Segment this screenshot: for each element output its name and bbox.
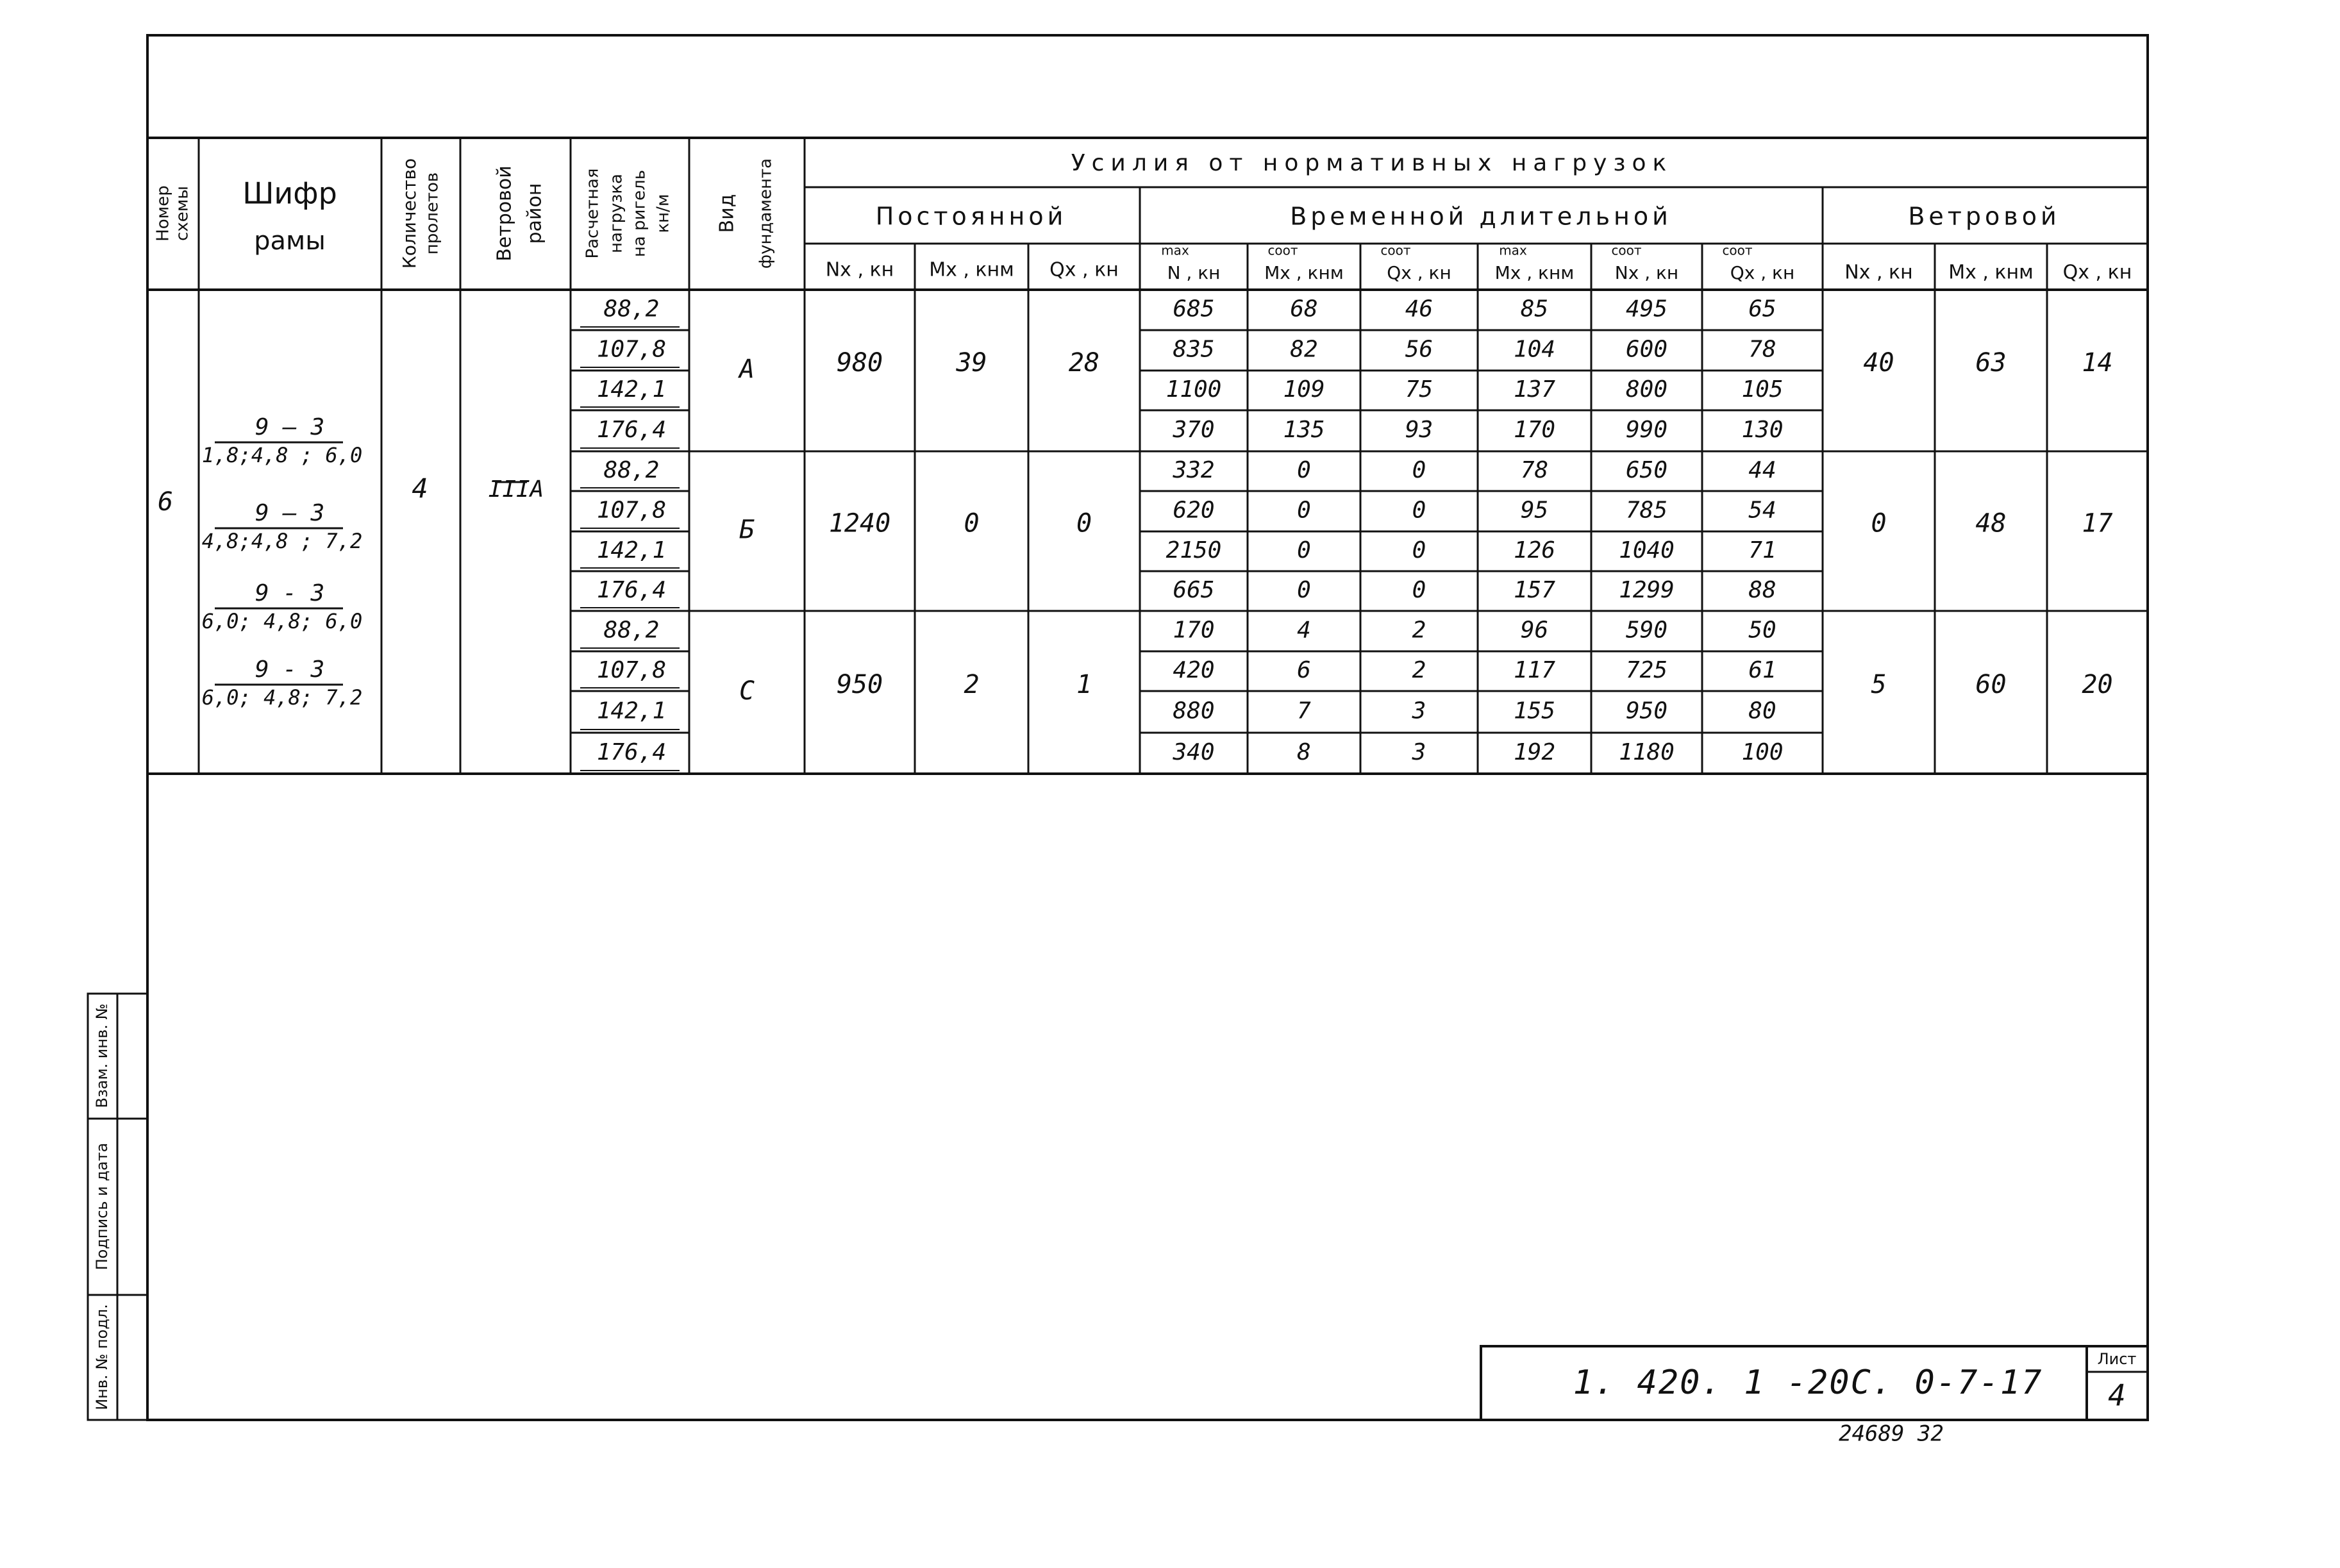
temporary-value: 650 xyxy=(1625,457,1668,483)
column-header-superscript: соот xyxy=(1611,242,1642,258)
design-load-value: 142,1 xyxy=(596,537,667,563)
temporary-value: 620 xyxy=(1173,497,1215,524)
temporary-value: 2 xyxy=(1412,657,1426,683)
temporary-value: 80 xyxy=(1748,697,1776,724)
temporary-value: 835 xyxy=(1173,336,1215,363)
column-header: Mx , кнм xyxy=(1494,262,1575,283)
design-load-value: 142,1 xyxy=(596,376,667,403)
temporary-value: 685 xyxy=(1173,296,1215,322)
temporary-value: 600 xyxy=(1625,336,1668,363)
temporary-value: 61 xyxy=(1748,657,1776,683)
stamp-signature-date: Подпись и дата xyxy=(93,1142,111,1271)
temporary-value: 46 xyxy=(1405,296,1433,322)
column-header: Nx , кн xyxy=(1844,261,1913,284)
temporary-value: 3 xyxy=(1412,697,1426,724)
temporary-value: 78 xyxy=(1748,336,1776,363)
permanent-value: 2 xyxy=(964,670,980,699)
temporary-value: 1180 xyxy=(1619,739,1675,765)
foundation-type: С xyxy=(739,676,755,706)
foundation-type: Б xyxy=(739,515,755,545)
temporary-value: 155 xyxy=(1513,697,1556,724)
temporary-value: 0 xyxy=(1412,497,1426,524)
temporary-value: 170 xyxy=(1173,617,1215,644)
temporary-value: 137 xyxy=(1513,376,1556,403)
temporary-value: 75 xyxy=(1405,376,1433,403)
permanent-value: 950 xyxy=(836,670,883,699)
permanent-value: 1 xyxy=(1076,670,1092,699)
design-load-value: 176,4 xyxy=(596,417,667,443)
temporary-value: 54 xyxy=(1748,497,1776,524)
temporary-value: 135 xyxy=(1283,417,1325,443)
temporary-value: 95 xyxy=(1520,497,1549,524)
permanent-value: 28 xyxy=(1068,348,1100,378)
wind-region: IIIA xyxy=(488,476,544,503)
design-load-value: 142,1 xyxy=(596,697,667,724)
document-code: 1. 420. 1 -20С. 0-7-17 xyxy=(1573,1364,2043,1402)
column-header-superscript: max xyxy=(1499,242,1527,258)
wind-value: 20 xyxy=(2082,670,2113,699)
permanent-value: 0 xyxy=(964,508,980,538)
permanent-value: 39 xyxy=(956,348,987,378)
group-permanent: Постоянной xyxy=(875,202,1067,231)
temporary-value: 880 xyxy=(1173,697,1215,724)
temporary-value: 725 xyxy=(1625,657,1668,683)
sheet-number: 4 xyxy=(2108,1378,2126,1413)
column-header: Mx , кнм xyxy=(1948,261,2034,284)
header-design-load: нагрузка xyxy=(606,174,626,253)
header-wind-region: Ветровой xyxy=(493,165,516,262)
sheet-label: Лист xyxy=(2097,1350,2137,1368)
temporary-value: 0 xyxy=(1297,537,1311,563)
design-load-value: 107,8 xyxy=(596,336,667,363)
group-wind: Ветровой xyxy=(1908,202,2060,231)
column-header: Nx , кн xyxy=(825,258,894,281)
design-load-value: 88,2 xyxy=(603,296,660,322)
wind-value: 63 xyxy=(1975,348,2007,378)
temporary-value: 0 xyxy=(1412,457,1426,483)
stamp-replaced-inventory: Взам. инв. № xyxy=(93,1003,111,1108)
header-frame-code: рамы xyxy=(254,226,326,256)
wind-value: 60 xyxy=(1975,670,2007,699)
temporary-value: 170 xyxy=(1513,417,1556,443)
foundation-type: А xyxy=(739,354,755,384)
design-load-value: 88,2 xyxy=(603,617,660,644)
temporary-value: 88 xyxy=(1748,577,1776,603)
temporary-value: 65 xyxy=(1748,296,1776,322)
header-foundation: фундамента xyxy=(756,158,776,269)
footer-number: 24689 32 xyxy=(1839,1421,1944,1447)
temporary-value: 4 xyxy=(1297,617,1311,644)
temporary-value: 1100 xyxy=(1166,376,1222,403)
temporary-value: 495 xyxy=(1625,296,1668,322)
stamp-inventory-no: Инв. № подл. xyxy=(93,1304,111,1410)
permanent-value: 1240 xyxy=(828,508,891,538)
temporary-value: 785 xyxy=(1625,497,1668,524)
wind-value: 40 xyxy=(1863,348,1894,378)
header-scheme-no: схемы xyxy=(172,186,192,241)
permanent-value: 980 xyxy=(836,348,883,378)
temporary-value: 950 xyxy=(1625,697,1668,724)
column-header-superscript: соот xyxy=(1722,242,1753,258)
wind-value: 17 xyxy=(2082,508,2113,538)
temporary-value: 105 xyxy=(1741,376,1784,403)
temporary-value: 68 xyxy=(1290,296,1318,322)
temporary-value: 85 xyxy=(1520,296,1549,322)
table-text xyxy=(93,150,2136,1447)
temporary-value: 370 xyxy=(1173,417,1215,443)
design-load-value: 176,4 xyxy=(596,739,667,765)
column-header: Qx , кн xyxy=(2062,261,2132,284)
table-grid xyxy=(88,35,2148,1420)
temporary-value: 104 xyxy=(1513,336,1556,363)
temporary-value: 1299 xyxy=(1619,577,1675,603)
temporary-value: 3 xyxy=(1412,739,1426,765)
column-header-superscript: соот xyxy=(1380,242,1411,258)
temporary-value: 420 xyxy=(1173,657,1215,683)
temporary-value: 340 xyxy=(1173,739,1215,765)
column-header: Qx , кн xyxy=(1049,258,1119,281)
frame-code-numerator: 9 - 3 xyxy=(255,580,325,606)
design-load-value: 107,8 xyxy=(596,657,667,683)
wind-value: 48 xyxy=(1975,508,2007,538)
header-spans: пролетов xyxy=(422,172,442,255)
frame-code-numerator: 9 — 3 xyxy=(255,414,325,440)
temporary-value: 665 xyxy=(1173,577,1215,603)
frame-code-numerator: 9 - 3 xyxy=(255,656,325,683)
temporary-value: 93 xyxy=(1405,417,1433,443)
frame-code-denominator: 1,8;4,8 ; 6,0 xyxy=(201,443,363,467)
header-design-load: на ригель xyxy=(630,169,649,258)
temporary-value: 82 xyxy=(1290,336,1318,363)
temporary-value: 44 xyxy=(1748,457,1776,483)
design-load-value: 107,8 xyxy=(596,497,667,524)
column-header-superscript: соот xyxy=(1267,242,1298,258)
temporary-value: 2150 xyxy=(1166,537,1222,563)
column-header: Mx , кнм xyxy=(929,258,1014,281)
wind-value: 14 xyxy=(2082,348,2113,378)
header-wind-region: район xyxy=(523,183,546,244)
column-header: N , кн xyxy=(1167,262,1221,283)
temporary-value: 109 xyxy=(1283,376,1325,403)
header-design-load: кн/м xyxy=(653,194,673,233)
column-header: Qx , кн xyxy=(1387,262,1451,283)
design-load-value: 88,2 xyxy=(603,457,660,483)
temporary-value: 0 xyxy=(1297,497,1311,524)
column-header: Mx , кнм xyxy=(1264,262,1344,283)
temporary-value: 7 xyxy=(1297,697,1311,724)
spans-count: 4 xyxy=(412,472,428,505)
temporary-value: 157 xyxy=(1513,577,1556,603)
temporary-value: 0 xyxy=(1412,537,1426,563)
permanent-value: 0 xyxy=(1076,508,1092,538)
temporary-value: 126 xyxy=(1513,537,1556,563)
column-header-superscript: max xyxy=(1161,242,1189,258)
wind-value: 0 xyxy=(1871,508,1887,538)
frame-code-denominator: 4,8;4,8 ; 7,2 xyxy=(201,529,363,553)
header-spans: Количество xyxy=(399,158,420,269)
temporary-value: 0 xyxy=(1297,577,1311,603)
frame-code-denominator: 6,0; 4,8; 6,0 xyxy=(201,609,363,633)
temporary-value: 990 xyxy=(1625,417,1668,443)
column-header: Nx , кн xyxy=(1614,262,1679,283)
scheme-number: 6 xyxy=(157,487,174,517)
group-temporary: Временной длительной xyxy=(1290,202,1672,231)
forces-title: Усилия от нормативных нагрузок xyxy=(1071,150,1673,176)
temporary-value: 50 xyxy=(1748,617,1776,644)
header-design-load: Расчетная xyxy=(583,168,603,259)
temporary-value: 192 xyxy=(1513,739,1556,765)
temporary-value: 0 xyxy=(1412,577,1426,603)
temporary-value: 332 xyxy=(1173,457,1215,483)
header-frame-code: Шифр xyxy=(242,176,337,211)
temporary-value: 0 xyxy=(1297,457,1311,483)
temporary-value: 130 xyxy=(1741,417,1784,443)
temporary-value: 8 xyxy=(1297,739,1311,765)
header-scheme-no: Номер xyxy=(153,185,173,242)
temporary-value: 56 xyxy=(1405,336,1433,363)
temporary-value: 71 xyxy=(1748,537,1776,563)
temporary-value: 96 xyxy=(1520,617,1549,644)
wind-value: 5 xyxy=(1871,670,1887,699)
column-header: Qx , кн xyxy=(1730,262,1795,283)
temporary-value: 1040 xyxy=(1619,537,1675,563)
design-load-value: 176,4 xyxy=(596,577,667,603)
temporary-value: 78 xyxy=(1520,457,1549,483)
temporary-value: 590 xyxy=(1625,617,1668,644)
frame-code-numerator: 9 — 3 xyxy=(255,500,325,526)
temporary-value: 800 xyxy=(1625,376,1668,403)
temporary-value: 2 xyxy=(1412,617,1426,644)
temporary-value: 117 xyxy=(1513,657,1556,683)
temporary-value: 100 xyxy=(1741,739,1784,765)
frame-code-denominator: 6,0; 4,8; 7,2 xyxy=(201,685,363,710)
temporary-value: 6 xyxy=(1297,657,1311,683)
header-foundation: Вид xyxy=(715,194,739,233)
